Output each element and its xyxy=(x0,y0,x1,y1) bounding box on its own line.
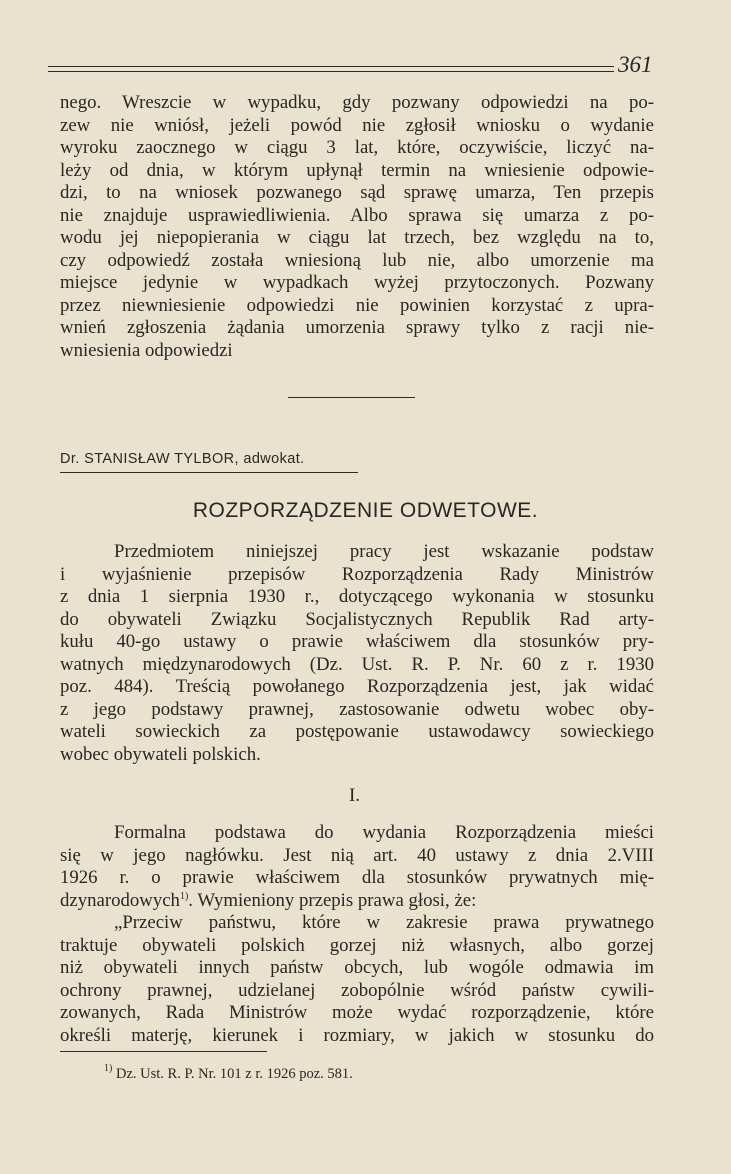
text-line: miejsce jedynie w wypadkach wyżej przytoczonych. Pozwany xyxy=(60,272,654,293)
text-line: kułu 40-go ustawy o prawie właściwem dla stosunków pry- xyxy=(60,631,654,652)
text-line: Przedmiotem niniejszej pracy jest wskazanie podstaw xyxy=(114,541,654,562)
text-line: przez niewniesienie odpowiedzi nie powinien korzystać z upra- xyxy=(60,294,654,316)
page-number: 361 xyxy=(618,52,653,77)
text-line: do obywateli Związku Socjalistycznych Republik Rad arty- xyxy=(60,608,654,630)
footnote-marker: 1) xyxy=(104,1063,113,1074)
text-line: leży od dnia, w którym upłynął termin na wniesienie odpowie- xyxy=(60,159,654,181)
text-line: wateli sowieckich za postępowanie ustawodawcy sowieckiego xyxy=(60,721,654,742)
section-paragraph xyxy=(60,822,654,1047)
footnote-reference: 1) xyxy=(179,890,189,902)
section-divider xyxy=(288,397,415,398)
author-underline xyxy=(60,472,358,473)
text-line: czy odpowiedź została wniesioną lub nie, albo umorzenie ma xyxy=(60,249,654,271)
text-line: niż obywateli innych państw obcych, lub wogóle odmawia im xyxy=(60,957,654,978)
text-line: poz. 484). Treścią powołanego Rozporządzenia jest, jak widać xyxy=(60,676,654,697)
text-line: z jego podstawy prawnej, zastosowanie odwetu wobec oby- xyxy=(60,698,654,720)
text-line: Formalna podstawa do wydania Rozporządzenia mieści xyxy=(114,822,654,843)
text-line: się w jego nagłówku. Jest nią art. 40 ustawy z dnia 2.VIII xyxy=(60,844,654,866)
text-line: traktuje obywateli polskich gorzej niż własnych, albo gorzej xyxy=(60,934,654,956)
text-line: nego. Wreszcie w wypadku, gdy pozwany odpowiedzi na po- xyxy=(60,92,654,113)
continuation-paragraph xyxy=(60,92,654,362)
header-rule-bottom xyxy=(48,71,614,72)
section-numeral: I. xyxy=(348,785,361,806)
article-title: ROZPORZĄDZENIE ODWETOWE. xyxy=(192,499,539,522)
footnote-rule xyxy=(60,1051,267,1052)
intro-paragraph xyxy=(60,541,654,766)
text-line: nie znajduje usprawiedliwienia. Albo sprawa się umarza z po- xyxy=(60,204,654,226)
text-line: wnień zgłoszenia żądania umorzenia sprawy tylko z racji nie- xyxy=(60,317,654,338)
header-rule-top xyxy=(48,66,614,67)
text-line: dzi, to na wniosek pozwanego sąd sprawę umarza, Ten przepis xyxy=(60,182,654,203)
text-line: wobec obywateli polskich. xyxy=(60,743,261,765)
text-line: ochrony prawnej, udzielanej zobopólnie wśród państw cywili- xyxy=(60,979,654,1001)
text-line: 1926 r. o prawie właściwem dla stosunków prywatnych mię- xyxy=(60,867,654,888)
text-line: zowanych, Rada Ministrów może wydać rozporządzenie, które xyxy=(60,1002,654,1023)
text-line: z dnia 1 sierpnia 1930 r., dotyczącego wykonania w stosunku xyxy=(60,586,654,607)
footnote xyxy=(104,1063,353,1083)
text-line: zew nie wniósł, jeżeli powód nie zgłosił wniosku o wydanie xyxy=(60,114,654,136)
text-line: „Przeciw państwu, które w zakresie prawa prywatnego xyxy=(114,912,654,933)
text-line: określi materję, kierunek i rozmiary, w jakich w stosunku do xyxy=(60,1024,654,1046)
text-fragment: dzynarodowych xyxy=(60,889,180,911)
text-line: wodu jej niepopierania w ciągu lat trzech, bez względu na to, xyxy=(60,227,654,248)
article-author: Dr. STANISŁAW TYLBOR, adwokat. xyxy=(60,451,305,467)
text-line: watnych międzynarodowych (Dz. Ust. R. P. Nr. 60 z r. 1930 xyxy=(60,653,654,675)
text-line: wniesienia odpowiedzi xyxy=(60,339,233,361)
text-fragment: . Wymieniony przepis prawa głosi, że: xyxy=(188,889,477,911)
text-line xyxy=(60,890,654,913)
text-line: wyroku zaocznego w ciągu 3 lat, które, oczywiście, liczyć na- xyxy=(60,137,654,158)
footnote-text: Dz. Ust. R. P. Nr. 101 z r. 1926 poz. 581. xyxy=(115,1066,353,1082)
text-line: i wyjaśnienie przepisów Rozporządzenia Rady Ministrów xyxy=(60,563,654,585)
